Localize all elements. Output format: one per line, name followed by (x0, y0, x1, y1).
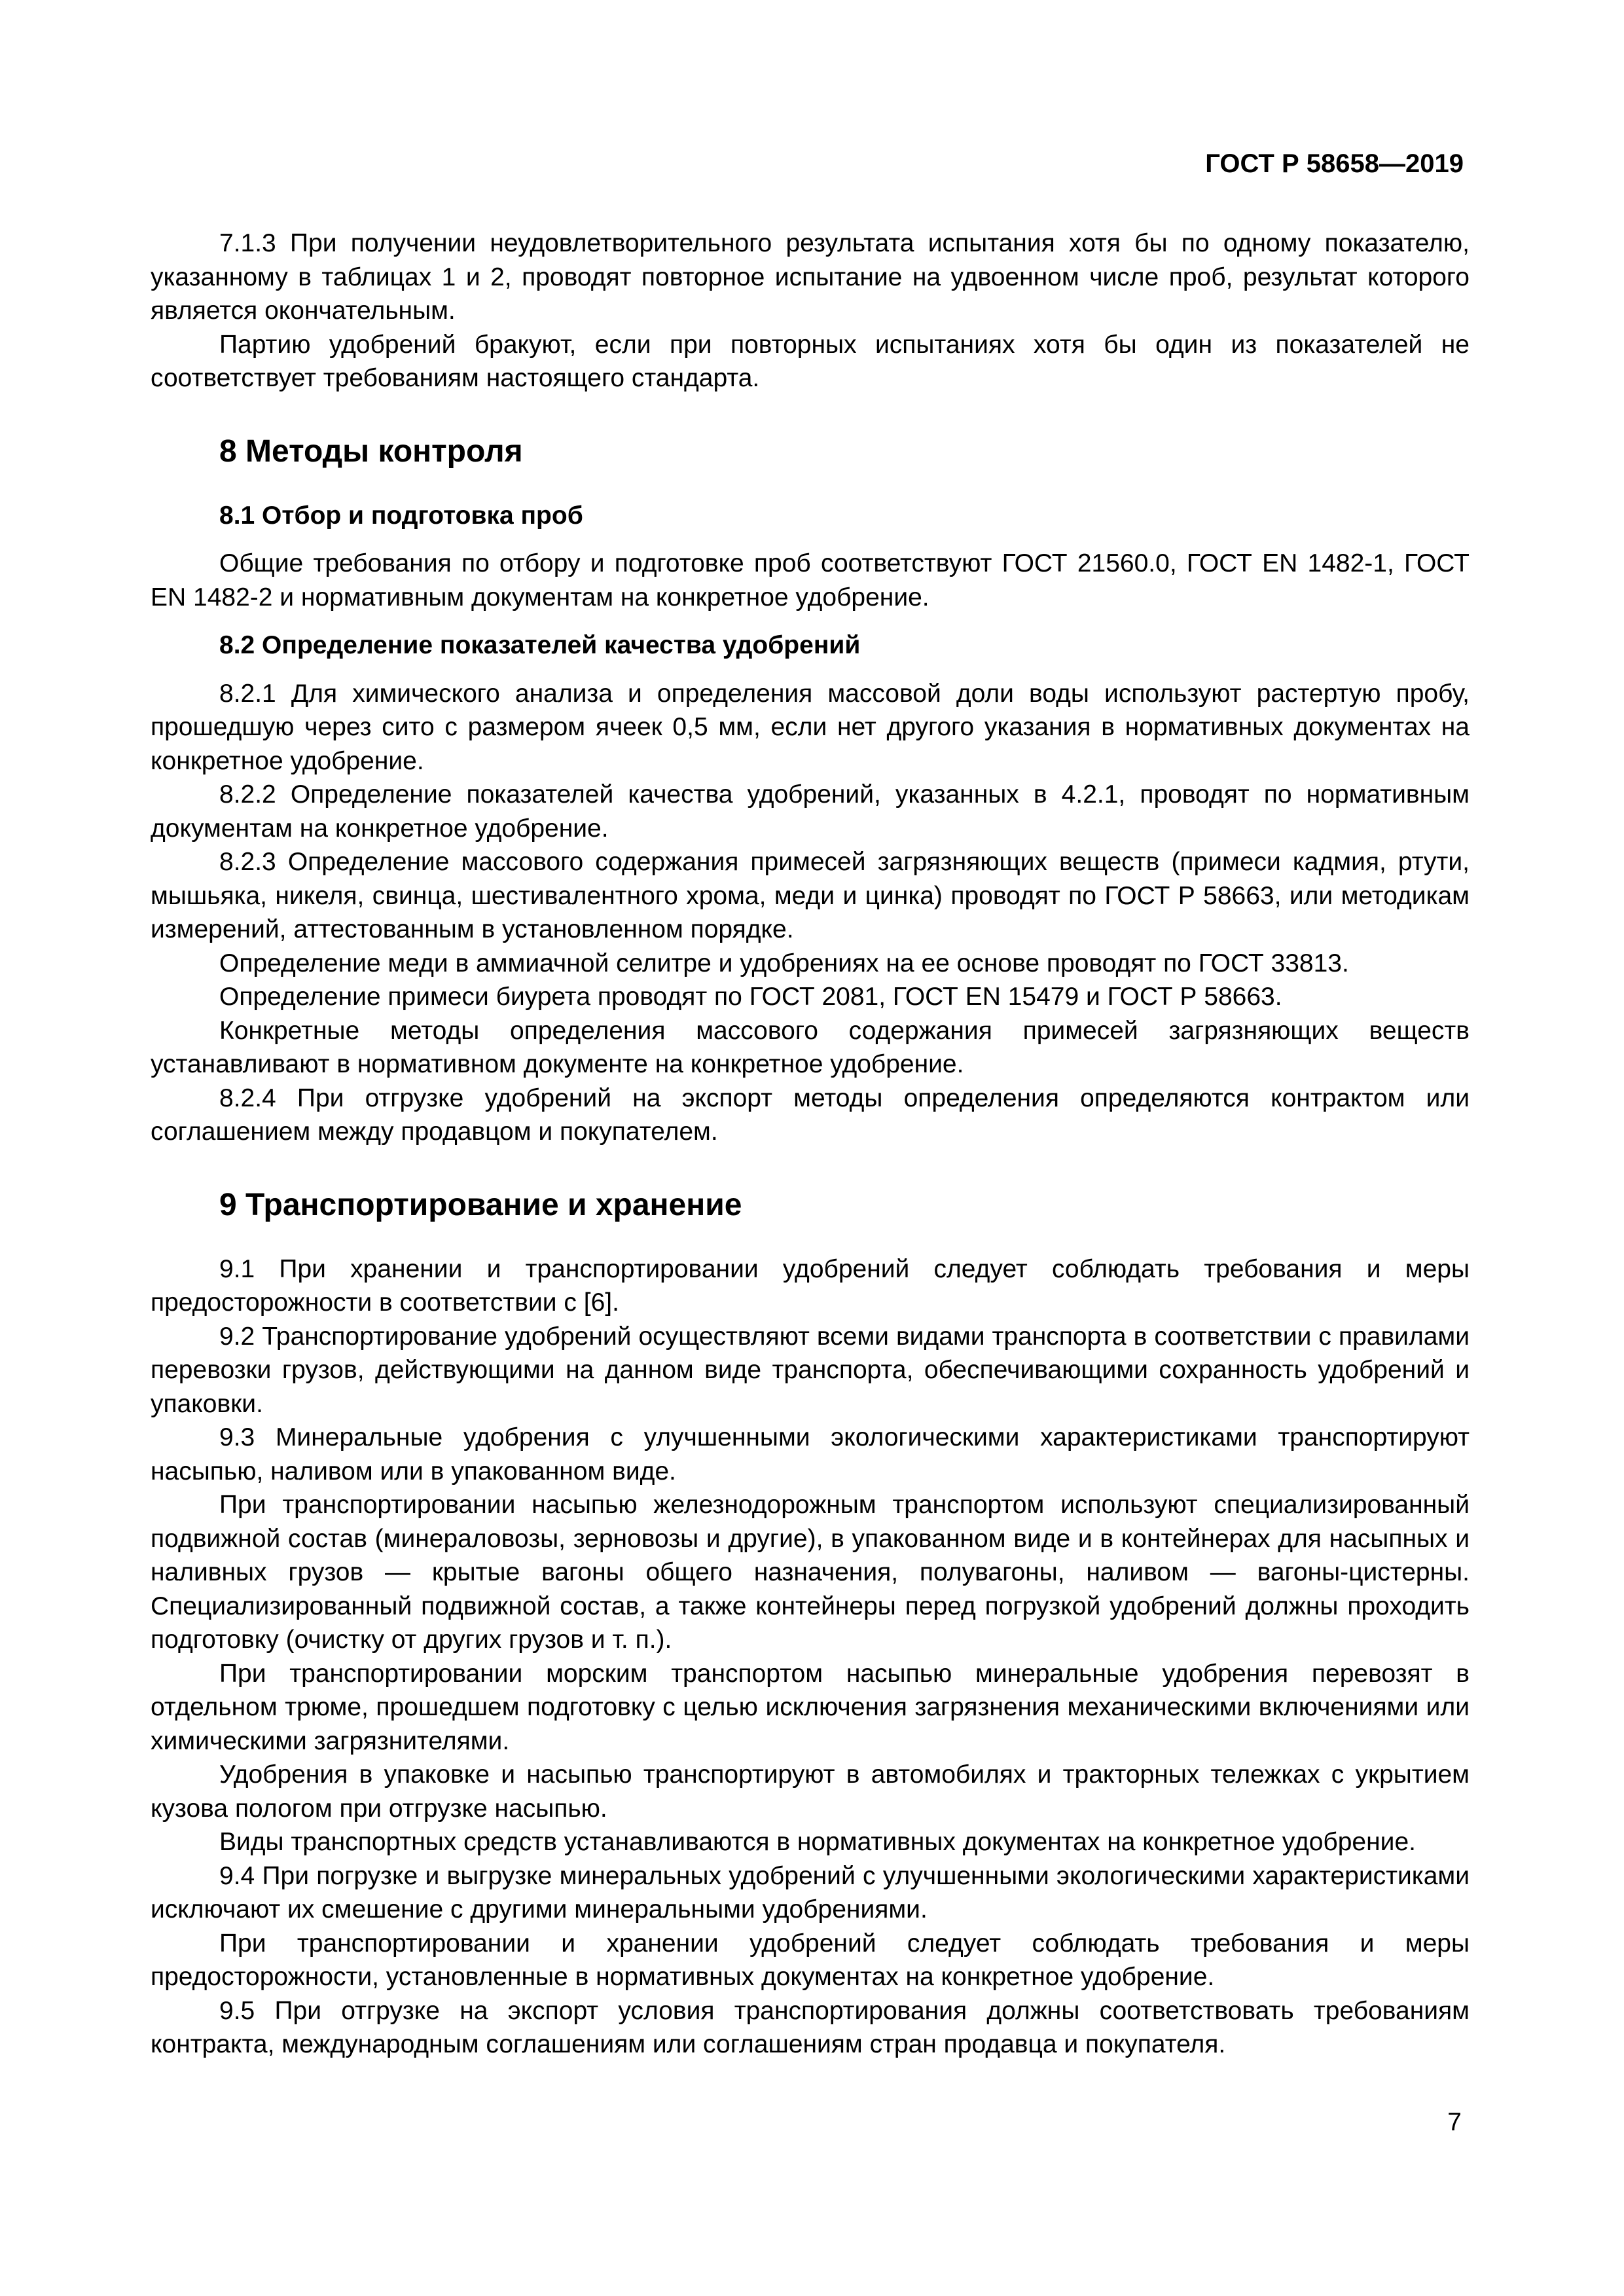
paragraph-9-3: 9.3 Минеральные удобрения с улучшенными экологическими характеристиками транспортируют насыпью, наливом или в упакованном виде. (151, 1423, 1470, 1485)
paragraph-storage-requirements: При транспортировании и хранении удобрений следует соблюдать требования и меры предосторожности, установленные в нормативных документах на конкретное удобрение. (151, 1929, 1470, 1991)
paragraph-8-2-4: 8.2.4 При отгрузке удобрений на экспорт методы определения определяются контрактом или соглашением между продавцом и покупателем. (151, 1084, 1470, 1146)
paragraph-8-2-1: 8.2.1 Для химического анализа и определения массовой доли воды используют растертую пробу, прошедшую через сито с размером ячеек 0,5 мм, если нет другого указания в нормативных документах на конкретное удобрение. (151, 679, 1470, 775)
paragraph-7-1-3: 7.1.3 При получении неудовлетворительного результата испытания хотя бы по одному показателю, указанному в таблицах 1 и 2, проводят повторное испытание на удвоенном числе проб, результат которого является окончательным. (151, 229, 1470, 325)
paragraph-road-transport: Удобрения в упаковке и насыпью транспортируют в автомобилях и тракторных тележках с укрытием кузова пологом при отгрузке насыпью. (151, 1760, 1470, 1823)
paragraph-9-2: 9.2 Транспортирование удобрений осуществляют всеми видами транспорта в соответствии с правилами перевозки грузов, действующими на данном виде транспорта, обеспечивающими сохранность удобрений и упаковки. (151, 1322, 1470, 1418)
paragraph-9-4: 9.4 При погрузке и выгрузке минеральных удобрений с улучшенными экологическими характеристиками исключают их смешение с другими минеральными удобрениями. (151, 1861, 1470, 1923)
paragraph-specific-methods: Конкретные методы определения массового содержания примесей загрязняющих веществ устанавливают в нормативном документе на конкретное удобрение. (151, 1016, 1470, 1078)
section-8-title: 8 Методы контроля (219, 433, 523, 469)
section-9-title: 9 Транспортирование и хранение (219, 1187, 742, 1222)
paragraph-8-2-2: 8.2.2 Определение показателей качества удобрений, указанных в 4.2.1, проводят по нормативным документам на конкретное удобрение. (151, 780, 1470, 843)
paragraph-batch-reject: Партию удобрений бракуют, если при повторных испытаниях хотя бы один из показателей не соответствует требованиям настоящего стандарта. (151, 330, 1470, 392)
document-header: ГОСТ Р 58658—2019 (1205, 149, 1464, 178)
page-number: 7 (1447, 2108, 1462, 2136)
paragraph-9-5: 9.5 При отгрузке на экспорт условия транспортирования должны соответствовать требованиям контракта, международным соглашениям или соглашениям стран продавца и покупателя. (151, 1996, 1470, 2058)
paragraph-railway-transport: При транспортировании насыпью железнодорожным транспортом используют специализированный подвижной состав (минераловозы, зерновозы и другие), в упакованном виде и в контейнерах для насыпных и наливных грузов — крытые вагоны общего назначения, полувагоны, наливом — вагоны-цистерны. Специализированный подвижной состав, а также контейнеры перед погрузкой удобрений должны проходить подготовку (очистку от других грузов и т. п.). (151, 1491, 1470, 1654)
paragraph-vehicle-types: Виды транспортных средств устанавливаются в нормативных документах на конкретное удобрение. (219, 1828, 1416, 1856)
paragraph-biuret-method: Определение примеси биурета проводят по ГОСТ 2081, ГОСТ EN 15479 и ГОСТ Р 58663. (219, 983, 1282, 1011)
paragraph-9-1: 9.1 При хранении и транспортировании удобрений следует соблюдать требования и меры предосторожности в соответствии с [6]. (151, 1254, 1470, 1317)
paragraph-sea-transport: При транспортировании морским транспортом насыпью минеральные удобрения перевозят в отдельном трюме, прошедшем подготовку с целью исключения загрязнения механическими включениями или химическими загрязнителями. (151, 1659, 1470, 1755)
paragraph-copper-method: Определение меди в аммиачной селитре и удобрениях на ее основе проводят по ГОСТ 33813. (219, 949, 1349, 977)
subsection-8-1-title: 8.1 Отбор и подготовка проб (219, 501, 583, 530)
document-body (151, 227, 1470, 2062)
paragraph-8-2-3: 8.2.3 Определение массового содержания примесей загрязняющих веществ (примеси кадмия, ртути, мышьяка, никеля, свинца, шестивалентного хрома, меди и цинка) проводят по ГОСТ Р 58663, или методикам измерений, аттестованным в установленном порядке. (151, 848, 1470, 943)
paragraph-8-1: Общие требования по отбору и подготовке проб соответствуют ГОСТ 21560.0, ГОСТ EN 1482-1, ГОСТ EN 1482-2 и нормативным документам на конкретное удобрение. (151, 549, 1470, 611)
subsection-8-2-title: 8.2 Определение показателей качества удобрений (219, 631, 861, 659)
